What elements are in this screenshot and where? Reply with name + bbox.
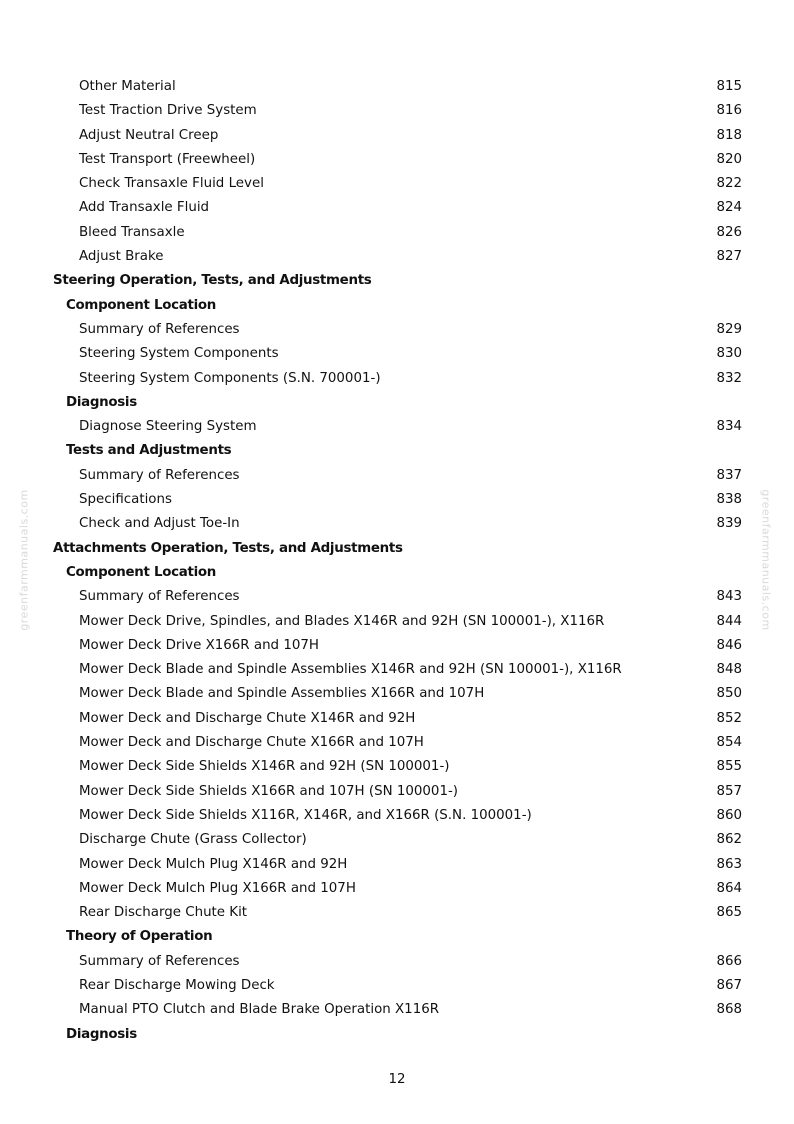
- toc-entry[interactable]: [0, 658, 794, 682]
- toc-entry-page-number: 855: [716, 759, 742, 775]
- toc-entry-title: Tests and Adjustments: [66, 443, 232, 459]
- toc-entry-title: Mower Deck Drive X166R and 107H: [79, 637, 319, 653]
- toc-entry-title: Test Traction Drive System: [79, 103, 257, 119]
- toc-entry-page-number: 827: [716, 249, 742, 265]
- toc-entry[interactable]: [0, 148, 794, 172]
- toc-entry[interactable]: [0, 731, 794, 755]
- toc-entry[interactable]: [0, 634, 794, 658]
- toc-entry-title: Test Transport (Freewheel): [79, 151, 256, 167]
- toc-entry[interactable]: [0, 974, 794, 998]
- toc-entry[interactable]: [0, 488, 794, 512]
- toc-entry-page-number: 834: [716, 419, 742, 435]
- toc-entry[interactable]: [0, 755, 794, 779]
- toc-entry[interactable]: [0, 124, 794, 148]
- toc-entry-title: Manual PTO Clutch and Blade Brake Operation X116R: [79, 1002, 440, 1018]
- toc-entry-page-number: 852: [716, 710, 742, 726]
- toc-entry[interactable]: [0, 853, 794, 877]
- watermark-right: greenfarmmanuals.com: [759, 489, 773, 631]
- toc-entry-title: Theory of Operation: [66, 929, 213, 945]
- toc-entry-page-number: 837: [716, 467, 742, 483]
- toc-entry[interactable]: [0, 196, 794, 220]
- toc-entry[interactable]: [0, 804, 794, 828]
- toc-entry-title: Mower Deck Side Shields X146R and 92H (SN 100001-): [79, 759, 450, 775]
- toc-entry-page-number: 816: [716, 103, 742, 119]
- toc-entry-page-number: 867: [716, 977, 742, 993]
- toc-subsection-heading: [0, 439, 794, 463]
- toc-entry[interactable]: [0, 75, 794, 99]
- toc-entry-title: Steering System Components (S.N. 700001-): [79, 370, 381, 386]
- toc-entry[interactable]: [0, 828, 794, 852]
- toc-entry-page-number: 838: [716, 492, 742, 508]
- toc-entry-title: Mower Deck Blade and Spindle Assemblies X166R and 107H: [79, 686, 485, 702]
- toc-entry-title: Summary of References: [79, 953, 240, 969]
- toc-entry-page-number: 864: [716, 880, 742, 896]
- toc-entry-page-number: 850: [716, 686, 742, 702]
- toc-entry-title: Mower Deck and Discharge Chute X166R and 107H: [79, 735, 424, 751]
- toc-entry[interactable]: [0, 950, 794, 974]
- toc-entry-title: Mower Deck and Discharge Chute X146R and 92H: [79, 710, 416, 726]
- toc-entry-title: Discharge Chute (Grass Collector): [79, 832, 307, 848]
- toc-entry[interactable]: [0, 610, 794, 634]
- toc-entry-page-number: 843: [716, 589, 742, 605]
- toc-entry[interactable]: [0, 585, 794, 609]
- toc-entry[interactable]: [0, 367, 794, 391]
- toc-entry-page-number: 844: [716, 613, 742, 629]
- toc-entry[interactable]: [0, 318, 794, 342]
- toc-entry[interactable]: [0, 99, 794, 123]
- toc-entry-title: Bleed Transaxle: [79, 224, 185, 240]
- toc-entry-title: Rear Discharge Chute Kit: [79, 905, 248, 921]
- page-number: 12: [388, 1072, 406, 1087]
- toc-entry-page-number: 846: [716, 637, 742, 653]
- toc-entry[interactable]: [0, 707, 794, 731]
- toc-entry-title: Steering System Components: [79, 346, 279, 362]
- toc-entry-title: Mower Deck Blade and Spindle Assemblies X146R and 92H (SN 100001-), X116R: [79, 662, 622, 678]
- toc-entry-title: Specifications: [79, 492, 172, 508]
- toc-section-heading: [0, 269, 794, 293]
- toc-entry-title: Check Transaxle Fluid Level: [79, 176, 264, 192]
- toc-entry-title: Steering Operation, Tests, and Adjustments: [53, 273, 372, 289]
- toc-entry[interactable]: [0, 342, 794, 366]
- toc-entry-title: Adjust Neutral Creep: [79, 127, 219, 143]
- toc-entry-page-number: 860: [716, 807, 742, 823]
- toc-entry-title: Summary of References: [79, 321, 240, 337]
- toc-entry-title: Mower Deck Mulch Plug X146R and 92H: [79, 856, 348, 872]
- toc-entry-page-number: 826: [716, 224, 742, 240]
- toc-entry[interactable]: [0, 172, 794, 196]
- toc-entry-title: Other Material: [79, 79, 176, 94]
- toc-entry-page-number: 832: [716, 370, 742, 386]
- toc-entry-title: Mower Deck Drive, Spindles, and Blades X146R and 92H (SN 100001-), X116R: [79, 613, 605, 629]
- toc-entry-title: Summary of References: [79, 467, 240, 483]
- toc-subsection-heading: [0, 294, 794, 318]
- toc-entry-title: Component Location: [66, 297, 217, 313]
- toc-entry[interactable]: [0, 245, 794, 269]
- toc-entry[interactable]: [0, 877, 794, 901]
- toc-entry[interactable]: [0, 682, 794, 706]
- toc-subsection-heading: [0, 925, 794, 949]
- watermark-left: greenfarmmanuals.com: [17, 489, 31, 631]
- toc-entry-page-number: 854: [716, 735, 742, 751]
- toc-entry-page-number: 815: [716, 79, 742, 94]
- toc-entry-page-number: 866: [716, 953, 742, 969]
- toc-entry[interactable]: [0, 464, 794, 488]
- toc-entry[interactable]: [0, 998, 794, 1022]
- toc-entry-page-number: 857: [716, 783, 742, 799]
- toc-entry-page-number: 818: [716, 127, 742, 143]
- toc-entry-page-number: 839: [716, 516, 742, 532]
- toc-entry-title: Component Location: [66, 564, 217, 580]
- toc-entry-title: Rear Discharge Mowing Deck: [79, 977, 275, 993]
- toc-entry-title: Diagnose Steering System: [79, 419, 257, 435]
- toc-entry-page-number: 865: [716, 905, 742, 921]
- toc-entry-title: Attachments Operation, Tests, and Adjustments: [53, 540, 403, 556]
- toc-entry-title: Adjust Brake: [79, 249, 164, 265]
- toc-entry-page-number: 863: [716, 856, 742, 872]
- toc-entry-page-number: 822: [716, 176, 742, 192]
- toc-entry[interactable]: [0, 901, 794, 925]
- toc-entry-title: Diagnosis: [66, 394, 137, 410]
- toc-entry-page-number: 830: [716, 346, 742, 362]
- toc-section-heading: [0, 537, 794, 561]
- toc-entry[interactable]: [0, 780, 794, 804]
- toc-subsection-heading: [0, 391, 794, 415]
- toc-entry-page-number: 868: [716, 1002, 742, 1018]
- toc-entry-title: Add Transaxle Fluid: [79, 200, 210, 216]
- toc-entry-page-number: 824: [716, 200, 742, 216]
- toc-subsection-heading: [0, 561, 794, 585]
- toc-entry[interactable]: [0, 512, 794, 536]
- toc-entry-title: Summary of References: [79, 589, 240, 605]
- table-of-contents: [0, 75, 794, 1047]
- toc-subsection-heading: [0, 1023, 794, 1047]
- toc-entry-title: Check and Adjust Toe-In: [79, 516, 240, 532]
- toc-entry[interactable]: [0, 221, 794, 245]
- toc-entry-page-number: 848: [716, 662, 742, 678]
- toc-entry-page-number: 829: [716, 321, 742, 337]
- toc-entry-title: Diagnosis: [66, 1026, 137, 1042]
- toc-entry-title: Mower Deck Side Shields X116R, X146R, and X166R (S.N. 100001-): [79, 807, 532, 823]
- toc-entry-title: Mower Deck Mulch Plug X166R and 107H: [79, 880, 356, 896]
- toc-entry-page-number: 862: [716, 832, 742, 848]
- toc-entry-title: Mower Deck Side Shields X166R and 107H (SN 100001-): [79, 783, 459, 799]
- toc-entry-page-number: 820: [716, 151, 742, 167]
- toc-entry[interactable]: [0, 415, 794, 439]
